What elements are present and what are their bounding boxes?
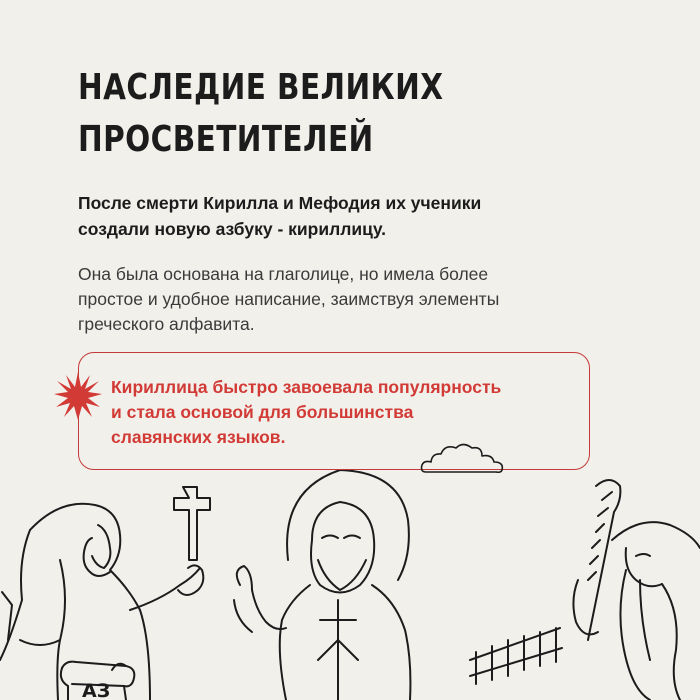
callout-line-1: Кириллица быстро завоевала популярность (111, 377, 502, 397)
body-line-3: греческого алфавита. (78, 314, 255, 334)
fence-drawing (470, 628, 562, 684)
callout-line-2: и стала основой для большинства (111, 402, 414, 422)
body-paragraph (78, 262, 638, 337)
page-title-line-1: НАСЛЕДИЕ ВЕЛИКИХ (78, 67, 444, 108)
staff-drawing (573, 480, 620, 640)
saints-illustration (0, 470, 700, 700)
page-title (78, 62, 537, 166)
monk-figure (0, 504, 203, 700)
lead-line-2: создали новую азбуку - кириллицу. (78, 219, 386, 239)
callout-line-3: славянских языков. (111, 427, 286, 447)
page-title-line-2: ПРОСВЕТИТЕЛЕЙ (78, 119, 374, 160)
cross-icon (174, 487, 210, 560)
lead-line-1: После смерти Кирилла и Мефодия их ученики (78, 193, 482, 213)
elder-figure (612, 522, 700, 700)
callout-text (111, 375, 501, 450)
lead-paragraph (78, 190, 638, 242)
starburst-icon (52, 370, 104, 422)
body-line-1: Она была основана на глаголице, но имела более (78, 264, 489, 284)
saint-figure (234, 470, 410, 700)
highlight-callout (78, 352, 590, 470)
body-line-2: простое и удобное написание, заимствуя элементы (78, 289, 500, 309)
scroll-letters: АЗ (82, 680, 111, 700)
